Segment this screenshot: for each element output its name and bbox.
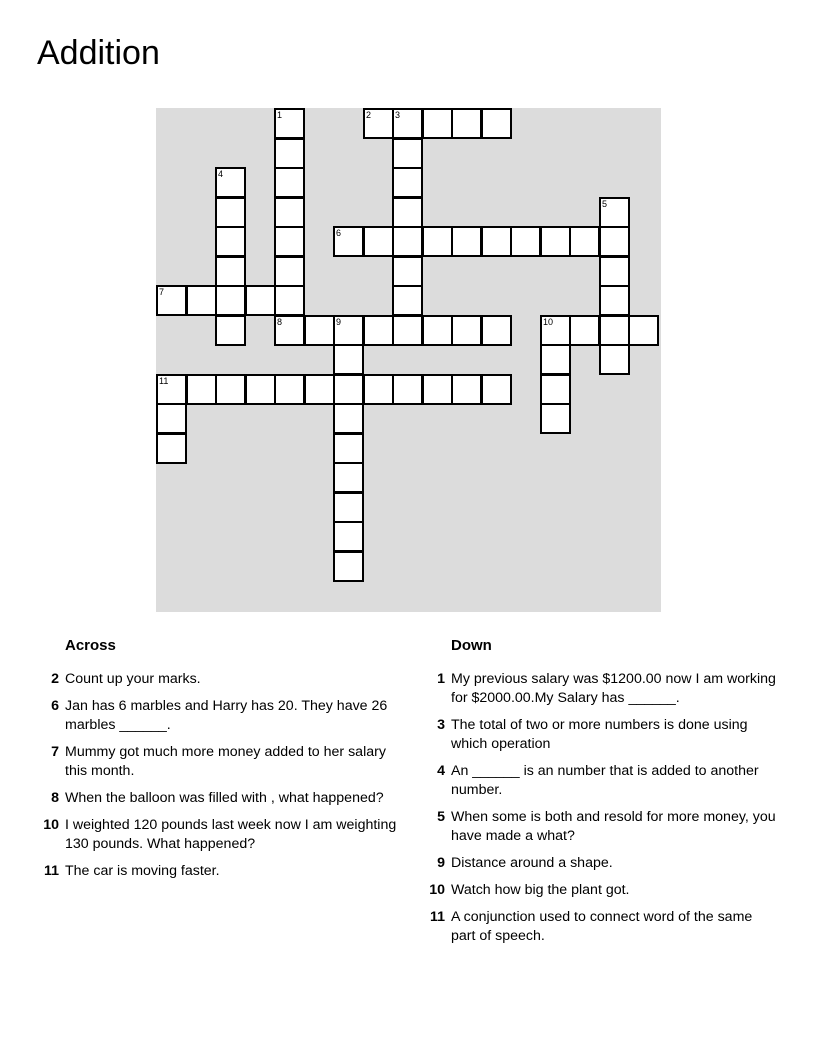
grid-cell[interactable] (245, 285, 276, 316)
clue-item (37, 862, 397, 881)
grid-cell[interactable] (451, 226, 482, 257)
grid-cell[interactable] (245, 374, 276, 405)
grid-cell[interactable] (392, 315, 423, 346)
clue-text: The car is moving faster. (65, 863, 220, 879)
grid-cell[interactable] (333, 492, 364, 523)
grid-cell[interactable] (540, 226, 571, 257)
grid-cell[interactable] (569, 315, 600, 346)
grid-cell[interactable] (304, 315, 335, 346)
clue-number-label: 5 (602, 199, 608, 209)
clue-text: Jan has 6 marbles and Harry has 20. They have 26 marbles ______. (65, 698, 388, 733)
grid-cell[interactable] (481, 108, 512, 139)
clue-text: Distance around a shape. (451, 855, 613, 871)
clue-list (423, 670, 778, 946)
clue-text: I weighted 120 pounds last week now I am weighting 130 pounds. What happened? (65, 817, 397, 852)
clue-number-label: 6 (336, 228, 342, 238)
grid-cell[interactable] (599, 285, 630, 316)
clue-item (37, 697, 397, 735)
grid-cell[interactable] (274, 374, 305, 405)
grid-cell[interactable] (481, 374, 512, 405)
grid-cell[interactable] (392, 256, 423, 287)
grid-cell[interactable] (392, 374, 423, 405)
grid-cell[interactable] (274, 108, 305, 139)
clue-number-label: 7 (159, 287, 165, 297)
grid-cell[interactable] (274, 197, 305, 228)
clue-text: Count up your marks. (65, 671, 201, 687)
grid-cell[interactable] (333, 521, 364, 552)
clue-number-label: 2 (366, 110, 372, 120)
grid-cell[interactable] (274, 138, 305, 169)
grid-cell[interactable] (363, 315, 394, 346)
clue-item (37, 670, 397, 689)
grid-cell[interactable] (333, 433, 364, 464)
grid-cell[interactable] (392, 138, 423, 169)
grid-cell[interactable] (333, 551, 364, 582)
grid-cell[interactable] (540, 374, 571, 405)
grid-cell[interactable] (392, 167, 423, 198)
grid-cell[interactable] (333, 344, 364, 375)
grid-cell[interactable] (215, 374, 246, 405)
clue-number-label: 4 (218, 169, 224, 179)
grid-cell[interactable] (215, 226, 246, 257)
grid-cell[interactable] (304, 374, 335, 405)
grid-cell[interactable] (422, 315, 453, 346)
clue-number: 11 (430, 909, 445, 925)
grid-cell[interactable] (451, 108, 482, 139)
clue-item (423, 670, 778, 708)
clue-text: The total of two or more numbers is done using which operation (451, 717, 748, 752)
clue-number-label: 9 (336, 317, 342, 327)
clue-number: 5 (437, 809, 445, 825)
clue-number-label: 10 (543, 317, 554, 327)
clue-item (37, 789, 397, 808)
clue-number: 10 (429, 882, 445, 898)
grid-cell[interactable] (392, 226, 423, 257)
clue-number: 9 (437, 855, 445, 871)
grid-cell[interactable] (333, 315, 364, 346)
grid-cell[interactable] (599, 344, 630, 375)
clue-item (37, 816, 397, 854)
page-title: Addition (37, 34, 160, 72)
grid-cell[interactable] (274, 285, 305, 316)
clue-number: 10 (43, 817, 59, 833)
grid-cell[interactable] (215, 256, 246, 287)
grid-cell[interactable] (363, 374, 394, 405)
clue-number-label: 1 (277, 110, 283, 120)
grid-cell[interactable] (333, 374, 364, 405)
grid-cell[interactable] (510, 226, 541, 257)
clue-text: When some is both and resold for more money, you have made a what? (451, 809, 776, 844)
grid-cell[interactable] (392, 285, 423, 316)
across-heading: Across (65, 637, 116, 654)
grid-cell[interactable] (422, 226, 453, 257)
clue-item (423, 808, 778, 846)
grid-cell[interactable] (422, 374, 453, 405)
clue-number: 6 (51, 698, 59, 714)
crossword-grid (156, 108, 661, 612)
grid-cell[interactable] (363, 226, 394, 257)
clue-text: My previous salary was $1200.00 now I am working for $2000.00.My Salary has ______. (451, 671, 776, 706)
grid-cell[interactable] (333, 462, 364, 493)
grid-cell[interactable] (186, 285, 217, 316)
grid-cell[interactable] (599, 226, 630, 257)
grid-cell[interactable] (215, 167, 246, 198)
clue-number: 8 (51, 790, 59, 806)
grid-cell[interactable] (599, 256, 630, 287)
down-clues (423, 634, 778, 954)
clue-item (37, 743, 397, 781)
clue-number: 1 (437, 671, 445, 687)
grid-cell[interactable] (540, 315, 571, 346)
grid-cell[interactable] (363, 108, 394, 139)
grid-cell[interactable] (569, 226, 600, 257)
grid-cell[interactable] (156, 433, 187, 464)
grid-cell[interactable] (215, 315, 246, 346)
clue-text: Mummy got much more money added to her salary this month. (65, 744, 386, 779)
grid-cell[interactable] (481, 226, 512, 257)
clue-text: A conjunction used to connect word of the same part of speech. (451, 909, 753, 944)
clue-item (423, 716, 778, 754)
grid-cell[interactable] (451, 374, 482, 405)
grid-cell[interactable] (274, 256, 305, 287)
grid-cell[interactable] (392, 197, 423, 228)
grid-cell[interactable] (156, 285, 187, 316)
grid-cell[interactable] (628, 315, 659, 346)
grid-cell[interactable] (333, 403, 364, 434)
grid-cell[interactable] (540, 344, 571, 375)
grid-cell[interactable] (333, 226, 364, 257)
clue-item (423, 762, 778, 800)
clue-item (423, 881, 778, 900)
grid-cell[interactable] (422, 108, 453, 139)
grid-cell[interactable] (215, 285, 246, 316)
grid-cell[interactable] (186, 374, 217, 405)
clue-item (423, 854, 778, 873)
grid-cell[interactable] (392, 108, 423, 139)
grid-cell[interactable] (274, 226, 305, 257)
clue-number-label: 8 (277, 317, 283, 327)
clue-number: 3 (437, 717, 445, 733)
down-heading: Down (451, 637, 492, 654)
grid-cell[interactable] (451, 315, 482, 346)
grid-cell[interactable] (599, 197, 630, 228)
grid-cell[interactable] (156, 374, 187, 405)
clue-list (37, 670, 397, 881)
grid-cell[interactable] (481, 315, 512, 346)
clue-number-label: 11 (159, 376, 169, 386)
clue-text: Watch how big the plant got. (451, 882, 630, 898)
clue-number-label: 3 (395, 110, 401, 120)
clue-number: 7 (51, 744, 59, 760)
clue-number: 2 (51, 671, 59, 687)
across-clues (37, 634, 397, 889)
clue-number: 4 (437, 763, 445, 779)
grid-cell[interactable] (274, 315, 305, 346)
clue-number: 11 (44, 863, 59, 879)
clue-text: An ______ is an number that is added to another number. (451, 763, 759, 798)
grid-cell[interactable] (540, 403, 571, 434)
grid-cell[interactable] (215, 197, 246, 228)
grid-cell[interactable] (156, 403, 187, 434)
grid-cell[interactable] (599, 315, 630, 346)
clue-item (423, 908, 778, 946)
grid-cell[interactable] (274, 167, 305, 198)
clue-text: When the balloon was filled with , what happened? (65, 790, 384, 806)
